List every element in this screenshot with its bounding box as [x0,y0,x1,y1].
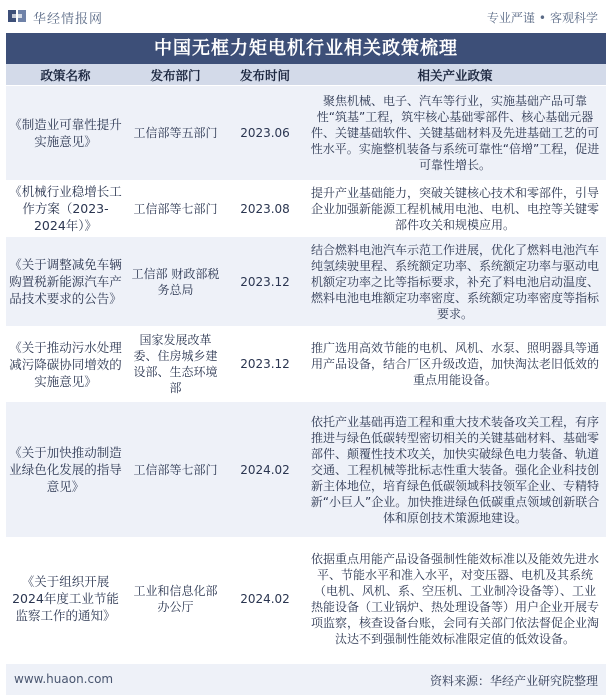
policy-name-cell: 《关于推动污水处理减污降碳协同增效的实施意见》 [6,327,125,402]
table-row [6,402,606,538]
date-cell: 2024.02 [226,538,304,660]
policy-name-cell: 《制造业可靠性提升实施意见》 [6,86,125,181]
column-header-dept: 发布部门 [125,64,226,86]
footer-source: 资料来源：华经产业研究院整理 [429,674,598,688]
date-cell: 2023.06 [226,86,304,181]
dept-cell: 国家发展改革委、住房城乡建设部、生态环境部 [125,327,226,402]
policy-name-cell: 《机械行业稳增长工作方案（2023-2024年）》 [6,181,125,237]
policy-name-cell: 《关于加快推动制造业绿色化发展的指导意见》 [6,402,125,538]
date-cell: 2023.08 [226,181,304,237]
related-policy-cell: 推广选用高效节能的电机、风机、水泵、照明器具等通用产品设备，结合厂区升级改造，加快淘汰老旧低效的重点用能设备。 [304,327,606,402]
top-bar [0,0,612,32]
related-policy-cell: 依据重点用能产品设备强制性能效标准以及能效先进水平、节能水平和准入水平，对变压器、电机及其系统（电机、风机、系、空压机、工业制冷设备等）、工业热能设备（工业锅炉、热处理设备等）用户企业开展专项监察，核查设备台账，会同有关部门依法督促企业淘汰达不到强制性能效标准限定值的低效设备。 [304,538,606,660]
column-header-related: 相关产业政策 [304,64,606,86]
slogan-left: 专业严谨 [486,11,535,25]
logo-icon [8,8,28,24]
dept-cell: 工信部等五部门 [125,86,226,181]
table-row [6,538,606,660]
page-title: 中国无框力矩电机行业相关政策梳理 [6,33,606,64]
policy-table [6,64,606,660]
table-row [6,86,606,181]
slogan [487,9,598,26]
related-policy-cell: 提升产业基础能力，突破关键核心技术和零部件，引导企业加强新能源工程机械用电池、电机、电控等关键零部件攻关和规模应用。 [304,181,606,237]
policy-name-cell: 《关于组织开展2024年度工业节能监察工作的通知》 [6,538,125,660]
footer-url: www.huaon.com [14,672,114,686]
logo-text: 华经情报网 [33,12,104,27]
date-cell: 2023.12 [226,237,304,327]
related-policy-cell: 依托产业基础再造工程和重大技术装备攻关工程，有序推进与绿色低碳转型密切相关的关键基础材料、基础零部件、颠覆性技术攻关，加快实破绿色电力装备、轨道交通、工程机械等批标志性重大装备。强化企业科技创新主体地位，培育绿色低碳领域科技领军企业、专精特新“小巨人”企业。加快推进绿色低碳重点领域创新联合体和原创技术策源地建设。 [304,402,606,538]
dept-cell: 工信部 财政部税务总局 [125,237,226,327]
table-row [6,181,606,237]
slogan-right: 客观科学 [549,11,598,25]
footer [6,664,606,695]
related-policy-cell: 聚焦机械、电子、汽车等行业，实施基础产品可靠性“筑基”工程，筑牢核心基础零部件、核心基础元器件、关键基础软件、关键基础材料及先进基础工艺的可性水平。实施整机装备与系统可靠性“倍增”工程，促进可靠性增长。 [304,86,606,181]
dept-cell: 工信部等七部门 [125,181,226,237]
table-header-row [6,64,606,86]
date-cell: 2024.02 [226,402,304,538]
policy-name-cell: 《关于调整减免车辆购置税新能源汽车产品技术要求的公告》 [6,237,125,327]
dept-cell: 工信部等七部门 [125,402,226,538]
column-header-name: 政策名称 [6,64,125,86]
dept-cell: 工业和信息化部办公厅 [125,538,226,660]
date-cell: 2023.12 [226,327,304,402]
related-policy-cell: 结合燃料电池汽车示范工作进展，优化了燃料电池汽车纯氢续驶里程、系统额定功率、系统额定功率与驱动电机额定功率之比等指标要求，补充了料电池启动温度、燃料电池电堆额定功率密度、系统额定功率密度等指标要求。 [304,237,606,327]
slogan-separator: • [538,11,546,25]
table-row [6,327,606,402]
table-row [6,237,606,327]
column-header-date: 发布时间 [226,64,304,86]
policy-table-wrapper [6,64,606,660]
